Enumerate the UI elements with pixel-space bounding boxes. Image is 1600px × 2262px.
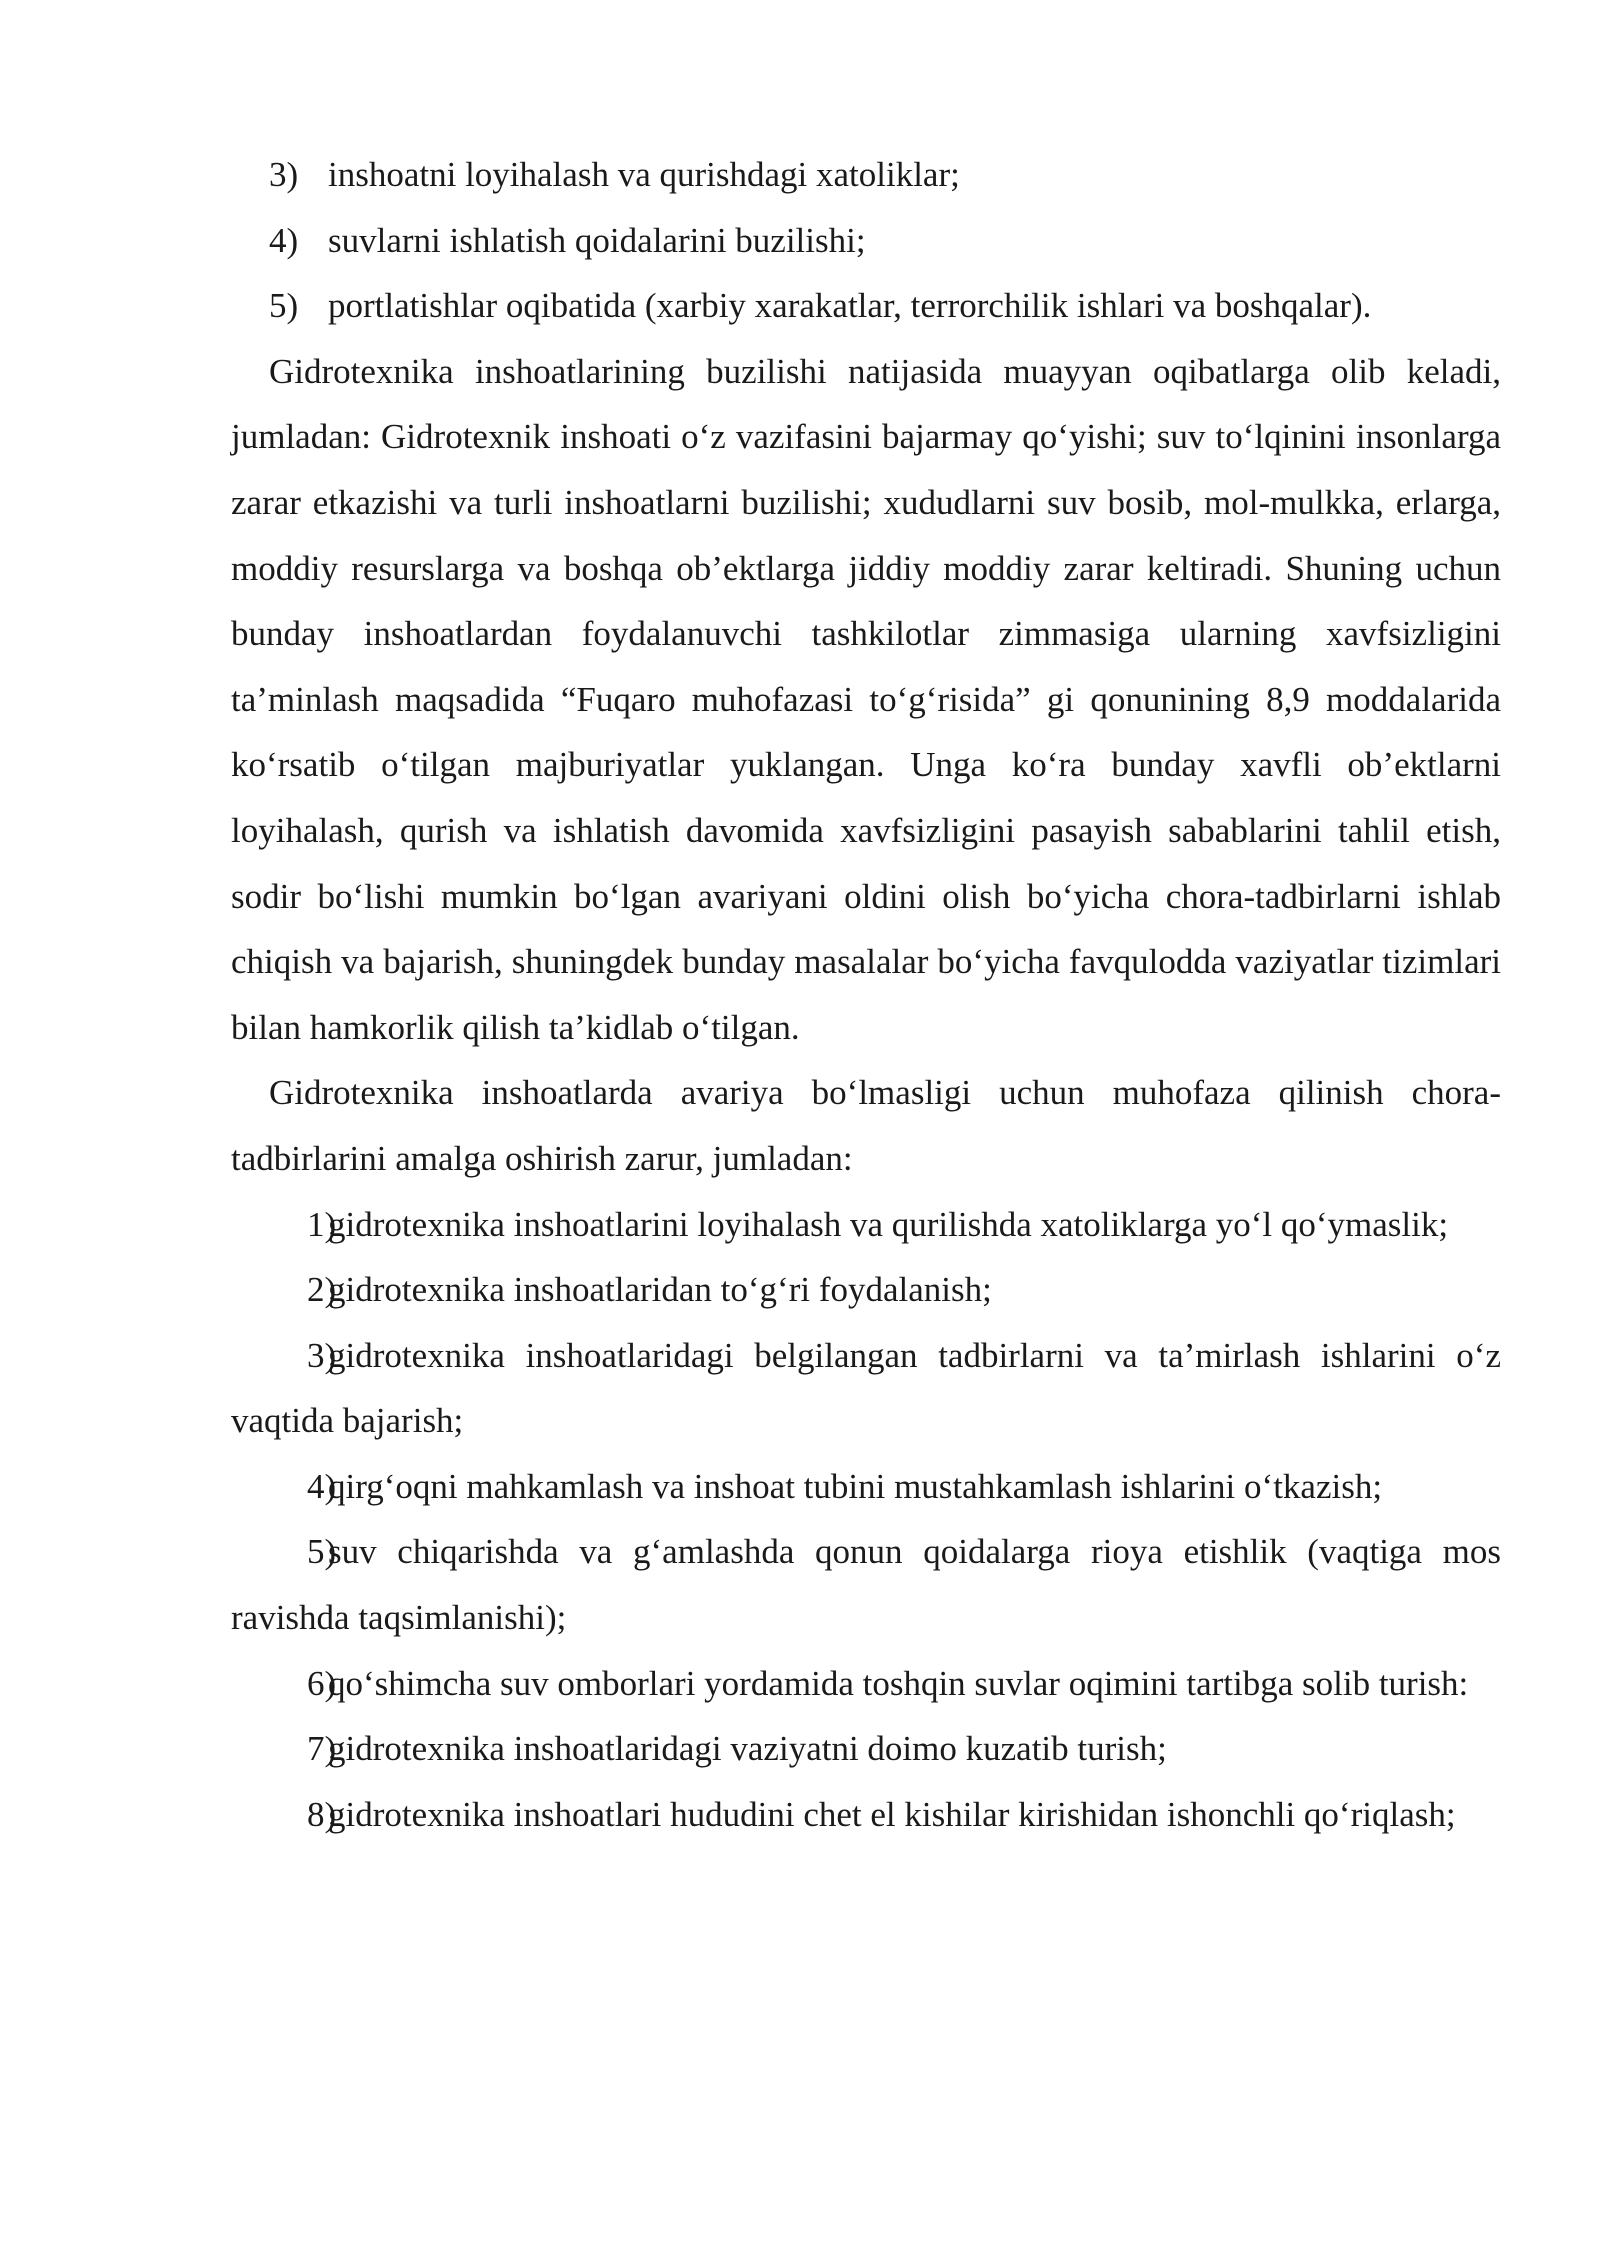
list-number: 7)	[307, 1729, 337, 1769]
list-number: 4)	[269, 220, 299, 260]
list-number: 3)	[269, 155, 299, 194]
list-item-text: qo‘shimcha suv omborlari yordamida toshqin suvlar oqimini tartibga solib turish:	[328, 1663, 1469, 1703]
list-item-text: inshoatni loyihalash va qurishdagi xatoliklar;	[328, 155, 960, 194]
list-number: 5)	[307, 1532, 337, 1572]
list-item-measures-7	[231, 1716, 1501, 1782]
list-item-text: qirg‘oqni mahkamlash va inshoat tubini mustahkamlash ishlarini o‘tkazish;	[328, 1466, 1383, 1506]
list-number: 6)	[307, 1663, 337, 1703]
list-number: 8)	[307, 1794, 337, 1834]
list-number: 4)	[307, 1466, 337, 1506]
paragraph-protection-measures: Gidrotexnika inshoatlarda avariya bo‘lmasligi uchun muhofaza qilinish chora-tadbirlarini amalga oshirish zarur, jumladan:	[231, 1073, 1501, 1178]
list-item-measures-1	[231, 1192, 1501, 1258]
list-item-text: gidrotexnika inshoatlaridagi belgilangan tadbirlarni va ta’mirlash ishlarini o‘z vaqtida bajarish;	[231, 1335, 1501, 1441]
list-item-text: gidrotexnika inshoatlaridagi vaziyatni doimo kuzatib turish;	[328, 1729, 1167, 1769]
list-number: 3)	[307, 1335, 337, 1375]
list-item-measures-8	[231, 1782, 1501, 1848]
list-item-causes-3	[231, 142, 1501, 208]
list-number: 1)	[307, 1204, 337, 1244]
list-item-measures-3	[231, 1323, 1501, 1454]
list-item-measures-4	[231, 1454, 1501, 1520]
list-item-measures-5	[231, 1519, 1501, 1650]
list-item-text: suvlarni ishlatish qoidalarini buzilishi;	[328, 220, 866, 260]
list-number: 5)	[269, 286, 299, 326]
list-item-causes-4	[231, 208, 1501, 274]
list-item-measures-6	[231, 1651, 1501, 1717]
list-item-text: portlatishlar oqibatida (xarbiy xarakatlar, terrorchilik ishlari va boshqalar).	[328, 286, 1372, 326]
document-body	[231, 142, 1501, 1847]
list-item-text: gidrotexnika inshoatlari hududini chet el kishilar kirishidan ishonchli qo‘riqlash;	[328, 1794, 1456, 1834]
list-number: 2)	[307, 1270, 337, 1310]
paragraph-consequences: Gidrotexnika inshoatlarining buzilishi natijasida muayyan oqibatlarga olib keladi, jumladan: Gidrotexnik inshoati o‘z vazifasini bajarmay qo‘yishi; suv to‘lqinini insonlarga zarar etkazishi va turli inshoatlarni buzilishi; xududlarni suv bosib, mol-mulkka, erlarga, moddiy resurslarga va boshqa ob’ektlarga jiddiy moddiy zarar keltiradi. Shuning uchun bunday inshoatlardan foydalanuvchi tashkilotlar zimmasiga ularning xavfsizligini ta’minlash maqsadida “Fuqaro muhofazasi to‘g‘risida” gi qonunining 8,9 moddalarida ko‘rsatib o‘tilgan majburiyatlar yuklangan. Unga ko‘ra bunday xavfli ob’ektlarni loyihalash, qurish va ishlatish davomida xavfsizligini pasayish sabablarini tahlil etish, sodir bo‘lishi mumkin bo‘lgan avariyani oldini olish bo‘yicha chora-tadbirlarni ishlab chiqish va bajarish, shuningdek bunday masalalar bo‘yicha favqulodda vaziyatlar tizimlari bilan hamkorlik qilish ta’kidlab o‘tilgan.	[231, 351, 1501, 1047]
list-item-measures-2	[231, 1257, 1501, 1323]
list-item-text: gidrotexnika inshoatlaridan to‘g‘ri foydalanish;	[328, 1270, 992, 1310]
list-item-text: gidrotexnika inshoatlarini loyihalash va qurilishda xatoliklarga yo‘l qo‘ymaslik;	[328, 1204, 1449, 1244]
list-item-text: suv chiqarishda va g‘amlashda qonun qoidalarga rioya etishlik (vaqtiga mos ravishda taqsimlanishi);	[231, 1532, 1501, 1638]
list-item-causes-5	[231, 273, 1501, 339]
